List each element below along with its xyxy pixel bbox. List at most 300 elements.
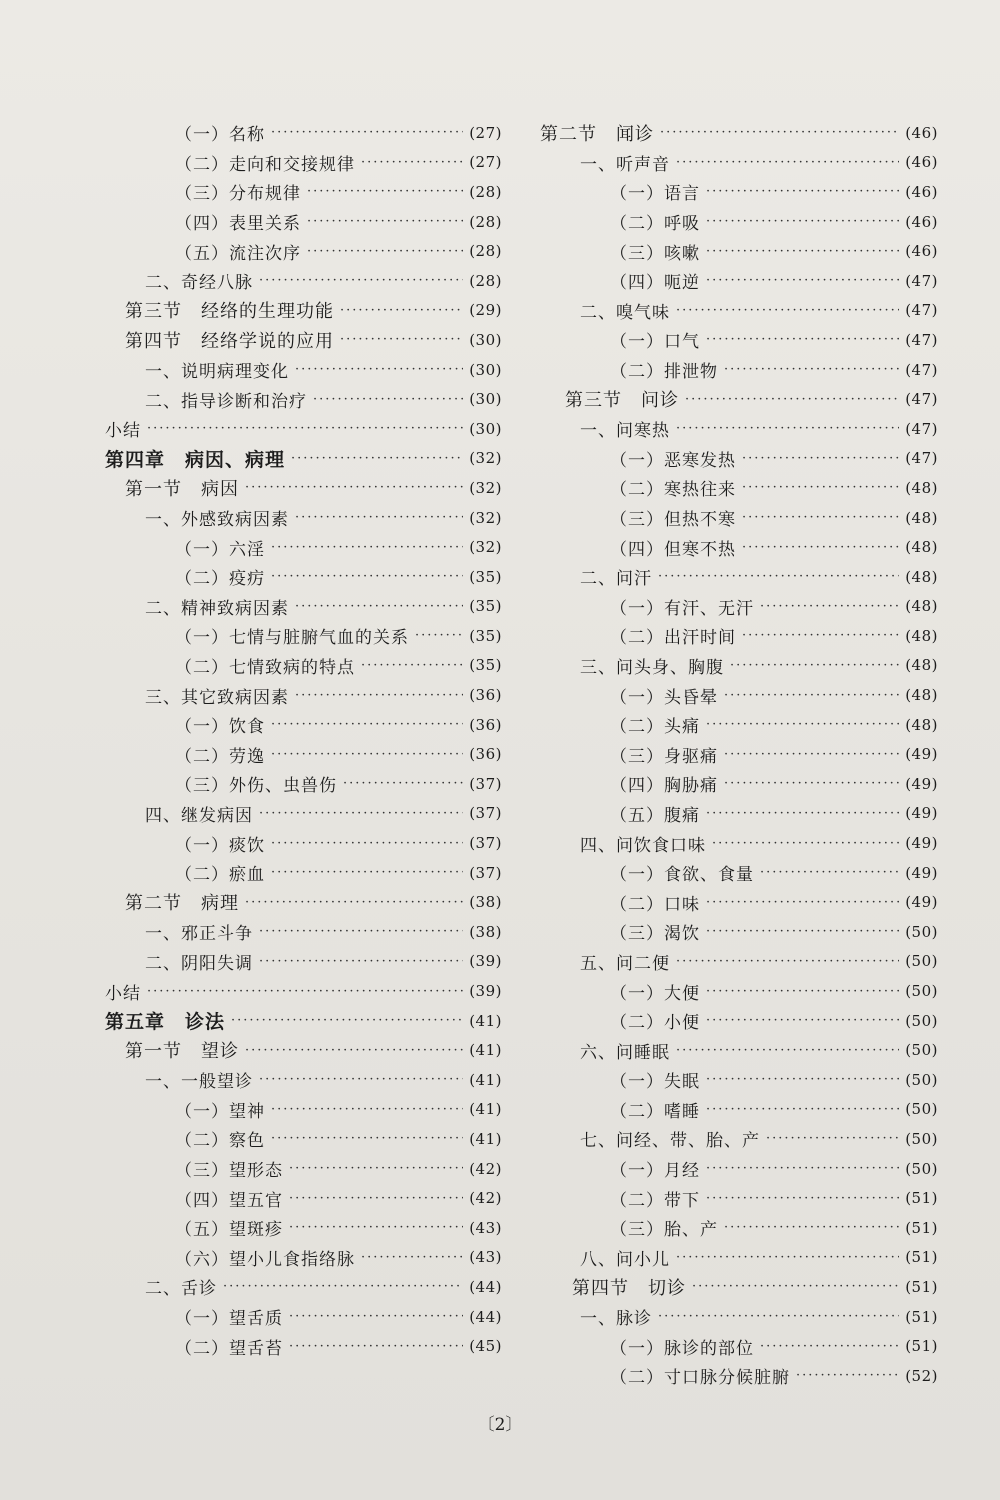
toc-dot-leader <box>291 451 463 466</box>
toc-dot-leader <box>742 540 899 555</box>
toc-dot-leader <box>271 540 463 555</box>
toc-entry <box>540 1124 938 1154</box>
toc-entry-page: (48) <box>905 597 938 616</box>
toc-entry-page: (37) <box>469 834 502 853</box>
toc-entry-page: (51) <box>905 1248 938 1267</box>
toc-entry <box>540 769 938 799</box>
toc-entry <box>100 1124 502 1154</box>
toc-entry-page: (27) <box>469 123 502 142</box>
toc-entry-title: 四、继发病因 <box>145 805 253 826</box>
toc-entry <box>100 1065 502 1095</box>
toc-right-column <box>540 118 938 1391</box>
toc-entry <box>540 799 938 829</box>
toc-dot-leader <box>271 1102 463 1117</box>
toc-dot-leader <box>245 480 463 495</box>
toc-dot-leader <box>340 303 463 318</box>
toc-entry-page: (28) <box>469 242 502 261</box>
toc-entry <box>100 236 502 266</box>
toc-entry-page: (47) <box>905 360 938 379</box>
toc-entry-page: (36) <box>469 686 502 705</box>
toc-entry-page: (32) <box>469 538 502 557</box>
toc-entry-title: （三）身驱痛 <box>610 746 718 767</box>
toc-entry-page: (46) <box>905 242 938 261</box>
toc-entry <box>100 503 502 533</box>
toc-dot-leader <box>685 392 899 407</box>
toc-entry <box>540 1213 938 1243</box>
toc-entry <box>100 562 502 592</box>
toc-entry-page: (47) <box>905 419 938 438</box>
toc-entry <box>100 1154 502 1184</box>
toc-entry-page: (39) <box>469 952 502 971</box>
toc-entry-page: (51) <box>905 1277 938 1296</box>
toc-entry-page: (49) <box>905 774 938 793</box>
toc-entry-title: （一）名称 <box>175 125 265 146</box>
toc-dot-leader <box>340 332 463 347</box>
toc-dot-leader <box>676 421 899 436</box>
toc-entry-title: 二、精神致病因素 <box>145 598 289 619</box>
toc-dot-leader <box>307 244 463 259</box>
toc-dot-leader <box>295 510 463 525</box>
toc-entry-title: （一）语言 <box>610 184 700 205</box>
toc-entry-title: （三）分布规律 <box>175 184 301 205</box>
toc-entry-title: （五）流注次序 <box>175 243 301 264</box>
toc-entry <box>100 858 502 888</box>
toc-dot-leader <box>706 184 899 199</box>
toc-entry <box>540 444 938 474</box>
toc-entry <box>100 207 502 237</box>
toc-entry-page: (48) <box>905 686 938 705</box>
toc-dot-leader <box>245 895 463 910</box>
toc-entry-page: (27) <box>469 153 502 172</box>
toc-entry-title: 第五章 诊法 <box>105 1011 226 1034</box>
toc-entry-title: （三）胎、产 <box>610 1220 718 1241</box>
toc-entry-page: (47) <box>905 330 938 349</box>
toc-entry <box>100 976 502 1006</box>
toc-dot-leader <box>415 628 463 643</box>
toc-entry-page: (32) <box>469 478 502 497</box>
toc-entry <box>540 917 938 947</box>
toc-entry-title: （一）口气 <box>610 332 700 353</box>
toc-dot-leader <box>712 836 899 851</box>
toc-entry-page: (43) <box>469 1218 502 1237</box>
toc-entry-page: (41) <box>469 1100 502 1119</box>
toc-entry-title: （四）表里关系 <box>175 214 301 235</box>
toc-entry <box>540 1331 938 1361</box>
toc-dot-leader <box>760 599 899 614</box>
toc-entry-page: (47) <box>905 271 938 290</box>
toc-entry <box>540 1095 938 1125</box>
toc-dot-leader <box>742 510 899 525</box>
toc-entry-title: （二）头痛 <box>610 717 700 738</box>
toc-entry <box>100 384 502 414</box>
toc-entry-title: （二）呼吸 <box>610 214 700 235</box>
toc-entry <box>100 651 502 681</box>
toc-dot-leader <box>271 569 463 584</box>
toc-entry-title: （一）食欲、食量 <box>610 865 754 886</box>
toc-dot-leader <box>289 1161 463 1176</box>
toc-dot-leader <box>676 954 899 969</box>
toc-entry-title: 八、问小儿 <box>580 1249 670 1270</box>
toc-entry-page: (28) <box>469 212 502 231</box>
toc-dot-leader <box>289 1191 463 1206</box>
toc-dot-leader <box>271 836 463 851</box>
toc-entry-title: （二）寸口脉分候脏腑 <box>610 1368 790 1389</box>
toc-entry-title: 第三节 经络的生理功能 <box>125 301 334 323</box>
toc-entry <box>100 1006 502 1036</box>
toc-dot-leader <box>271 865 463 880</box>
toc-dot-leader <box>361 155 463 170</box>
toc-dot-leader <box>692 1279 899 1294</box>
toc-entry-title: 第二节 病理 <box>125 893 239 915</box>
toc-entry-page: (41) <box>469 1129 502 1148</box>
toc-dot-leader <box>742 451 899 466</box>
toc-entry <box>100 799 502 829</box>
toc-dot-leader <box>706 273 899 288</box>
toc-dot-leader <box>343 776 463 791</box>
toc-dot-leader <box>706 806 899 821</box>
toc-entry-title: （一）月经 <box>610 1161 700 1182</box>
toc-entry <box>100 266 502 296</box>
toc-dot-leader <box>706 984 899 999</box>
toc-entry-page: (42) <box>469 1189 502 1208</box>
toc-dot-leader <box>295 599 463 614</box>
toc-entry-title: 五、问二便 <box>580 953 670 974</box>
toc-dot-leader <box>295 688 463 703</box>
toc-entry-page: (48) <box>905 656 938 675</box>
toc-entry-page: (41) <box>469 1041 502 1060</box>
toc-entry <box>540 473 938 503</box>
toc-entry <box>540 739 938 769</box>
toc-entry <box>100 1331 502 1361</box>
toc-entry-page: (32) <box>469 449 502 468</box>
toc-entry-title: （一）六淫 <box>175 539 265 560</box>
toc-entry-title: （二）寒热往来 <box>610 480 736 501</box>
toc-entry <box>100 1302 502 1332</box>
toc-entry-title: 一、外感致病因素 <box>145 510 289 531</box>
toc-entry-page: (47) <box>905 390 938 409</box>
toc-entry-page: (52) <box>905 1366 938 1385</box>
toc-entry-title: （二）带下 <box>610 1190 700 1211</box>
toc-entry-title: 二、奇经八脉 <box>145 273 253 294</box>
toc-entry <box>540 177 938 207</box>
toc-dot-leader <box>307 184 463 199</box>
toc-entry-page: (48) <box>905 538 938 557</box>
toc-entry-title: 一、说明病理变化 <box>145 362 289 383</box>
toc-dot-leader <box>295 362 463 377</box>
toc-entry-title: （二）走向和交接规律 <box>175 154 355 175</box>
toc-entry <box>540 680 938 710</box>
toc-entry-page: (51) <box>905 1307 938 1326</box>
toc-entry <box>100 444 502 474</box>
toc-entry <box>100 414 502 444</box>
toc-entry-page: (35) <box>469 567 502 586</box>
toc-entry-page: (48) <box>905 478 938 497</box>
toc-entry <box>100 1183 502 1213</box>
toc-dot-leader <box>259 806 463 821</box>
toc-entry <box>100 710 502 740</box>
toc-entry-title: 第一节 病因 <box>125 478 239 500</box>
toc-entry-title: （二）七情致病的特点 <box>175 657 355 678</box>
toc-entry <box>540 1065 938 1095</box>
toc-entry-page: (49) <box>905 834 938 853</box>
toc-entry-title: 六、问睡眠 <box>580 1042 670 1063</box>
toc-dot-leader <box>259 954 463 969</box>
toc-entry-title: （二）劳逸 <box>175 746 265 767</box>
toc-dot-leader <box>742 480 899 495</box>
toc-entry <box>540 236 938 266</box>
toc-entry-title: 二、指导诊断和治疗 <box>145 391 307 412</box>
toc-dot-leader <box>796 1368 899 1383</box>
toc-dot-leader <box>289 1309 463 1324</box>
toc-entry-title: （三）但热不寒 <box>610 510 736 531</box>
toc-entry-page: (50) <box>905 982 938 1001</box>
toc-dot-leader <box>658 1309 899 1324</box>
toc-dot-leader <box>147 421 463 436</box>
toc-dot-leader <box>289 1339 463 1354</box>
toc-entry <box>540 828 938 858</box>
toc-entry-page: (41) <box>469 1011 502 1030</box>
toc-entry-page: (45) <box>469 1337 502 1356</box>
toc-entry-page: (46) <box>905 212 938 231</box>
toc-entry <box>540 710 938 740</box>
toc-entry <box>100 1272 502 1302</box>
toc-entry-title: 一、一般望诊 <box>145 1072 253 1093</box>
toc-dot-leader <box>271 1131 463 1146</box>
toc-entry-title: 一、问寒热 <box>580 421 670 442</box>
toc-entry-title: （六）望小儿食指络脉 <box>175 1249 355 1270</box>
toc-entry <box>100 592 502 622</box>
toc-entry-page: (50) <box>905 1041 938 1060</box>
toc-entry-page: (51) <box>905 1189 938 1208</box>
toc-dot-leader <box>706 1102 899 1117</box>
toc-entry <box>100 828 502 858</box>
toc-entry-title: （二）察色 <box>175 1131 265 1152</box>
toc-entry-title: （四）但寒不热 <box>610 539 736 560</box>
toc-entry-title: （二）排泄物 <box>610 362 718 383</box>
toc-dot-leader <box>307 214 463 229</box>
toc-entry-title: （一）脉诊的部位 <box>610 1338 754 1359</box>
toc-entry-title: （三）渴饮 <box>610 924 700 945</box>
toc-entry <box>540 414 938 444</box>
toc-entry-page: (37) <box>469 774 502 793</box>
toc-dot-leader <box>271 125 463 140</box>
toc-entry-title: （一）恶寒发热 <box>610 450 736 471</box>
toc-dot-leader <box>724 1220 899 1235</box>
toc-entry-title: 一、脉诊 <box>580 1309 652 1330</box>
toc-entry-page: (30) <box>469 330 502 349</box>
toc-dot-leader <box>658 569 899 584</box>
toc-entry-page: (50) <box>905 952 938 971</box>
toc-entry-page: (48) <box>905 715 938 734</box>
toc-dot-leader <box>676 303 899 318</box>
toc-entry-title: （五）望斑疹 <box>175 1220 283 1241</box>
toc-entry-title: （一）有汗、无汗 <box>610 598 754 619</box>
toc-entry-page: (46) <box>905 153 938 172</box>
toc-dot-leader <box>706 1161 899 1176</box>
toc-entry-title: （二）望舌苔 <box>175 1338 283 1359</box>
toc-dot-leader <box>361 658 463 673</box>
toc-dot-leader <box>660 125 899 140</box>
toc-entry <box>540 858 938 888</box>
toc-entry <box>100 118 502 148</box>
toc-entry-page: (37) <box>469 804 502 823</box>
toc-entry <box>540 976 938 1006</box>
toc-entry <box>100 917 502 947</box>
toc-entry <box>540 651 938 681</box>
toc-entry <box>100 296 502 326</box>
toc-dot-leader <box>706 1191 899 1206</box>
toc-dot-leader <box>724 747 899 762</box>
toc-entry <box>100 1243 502 1273</box>
toc-entry-page: (30) <box>469 390 502 409</box>
toc-entry-page: (49) <box>905 804 938 823</box>
toc-entry-page: (35) <box>469 597 502 616</box>
toc-dot-leader <box>706 924 899 939</box>
toc-dot-leader <box>223 1279 463 1294</box>
toc-entry-title: 一、听声音 <box>580 154 670 175</box>
toc-entry <box>540 384 938 414</box>
toc-entry <box>540 621 938 651</box>
toc-entry-page: (30) <box>469 419 502 438</box>
toc-dot-leader <box>231 1013 463 1028</box>
toc-entry-page: (50) <box>905 1159 938 1178</box>
toc-entry-page: (35) <box>469 626 502 645</box>
toc-dot-leader <box>259 273 463 288</box>
toc-entry-page: (46) <box>905 182 938 201</box>
toc-entry-page: (29) <box>469 301 502 320</box>
toc-entry-page: (46) <box>905 123 938 142</box>
toc-entry <box>540 296 938 326</box>
toc-entry-title: （一）头昏晕 <box>610 687 718 708</box>
toc-entry-page: (50) <box>905 922 938 941</box>
toc-entry-page: (49) <box>905 863 938 882</box>
toc-entry-title: 一、邪正斗争 <box>145 924 253 945</box>
toc-entry <box>540 1361 938 1391</box>
toc-entry-page: (50) <box>905 1129 938 1148</box>
toc-entry-title: （四）胸胁痛 <box>610 776 718 797</box>
toc-dot-leader <box>676 1250 899 1265</box>
toc-entry <box>540 1154 938 1184</box>
toc-dot-leader <box>706 332 899 347</box>
toc-entry-page: (42) <box>469 1159 502 1178</box>
page-number: 〔2〕 <box>477 1415 523 1435</box>
toc-entry-title: 二、问汗 <box>580 569 652 590</box>
toc-entry <box>540 1272 938 1302</box>
toc-dot-leader <box>259 924 463 939</box>
toc-entry-page: (38) <box>469 922 502 941</box>
toc-entry-page: (48) <box>905 508 938 527</box>
toc-entry-page: (51) <box>905 1337 938 1356</box>
toc-entry <box>100 1095 502 1125</box>
toc-entry-title: 第三节 问诊 <box>565 390 679 412</box>
toc-entry <box>100 325 502 355</box>
toc-entry-title: （一）痰饮 <box>175 835 265 856</box>
toc-dot-leader <box>313 392 463 407</box>
toc-entry-page: (28) <box>469 182 502 201</box>
toc-entry-title: （一）饮食 <box>175 717 265 738</box>
toc-entry <box>100 1213 502 1243</box>
toc-entry <box>100 739 502 769</box>
toc-entry <box>100 473 502 503</box>
toc-entry <box>100 532 502 562</box>
toc-entry-page: (44) <box>469 1277 502 1296</box>
toc-entry-page: (50) <box>905 1070 938 1089</box>
toc-entry-title: （二）疫疠 <box>175 569 265 590</box>
toc-entry-title: （二）瘀血 <box>175 865 265 886</box>
toc-entry-title: 七、问经、带、胎、产 <box>580 1131 760 1152</box>
toc-dot-leader <box>706 717 899 732</box>
toc-entry <box>100 177 502 207</box>
toc-entry-page: (49) <box>905 893 938 912</box>
toc-entry-page: (38) <box>469 893 502 912</box>
toc-entry-title: 第四章 病因、病理 <box>105 448 286 471</box>
toc-entry <box>540 592 938 622</box>
toc-entry <box>540 148 938 178</box>
toc-entry <box>540 207 938 237</box>
toc-entry-title: 小结 <box>105 983 141 1004</box>
toc-entry <box>540 1302 938 1332</box>
toc-entry-title: （一）望舌质 <box>175 1309 283 1330</box>
toc-entry-page: (37) <box>469 863 502 882</box>
toc-entry <box>540 503 938 533</box>
toc-entry <box>100 947 502 977</box>
toc-dot-leader <box>271 747 463 762</box>
toc-entry-title: （二）小便 <box>610 1013 700 1034</box>
toc-entry <box>540 1006 938 1036</box>
toc-entry <box>540 1183 938 1213</box>
toc-dot-leader <box>706 1013 899 1028</box>
toc-entry-page: (47) <box>905 301 938 320</box>
toc-entry <box>100 148 502 178</box>
toc-entry <box>100 1035 502 1065</box>
toc-entry-title: （一）大便 <box>610 983 700 1004</box>
toc-entry-page: (32) <box>469 508 502 527</box>
toc-entry <box>100 680 502 710</box>
toc-dot-leader <box>706 214 899 229</box>
toc-entry-page: (30) <box>469 360 502 379</box>
toc-left-column <box>100 118 502 1361</box>
toc-entry-title: 二、舌诊 <box>145 1279 217 1300</box>
toc-entry <box>540 532 938 562</box>
toc-dot-leader <box>706 244 899 259</box>
toc-entry-title: （二）口味 <box>610 894 700 915</box>
toc-entry-page: (48) <box>905 567 938 586</box>
toc-entry-title: 第四节 经络学说的应用 <box>125 330 334 352</box>
toc-dot-leader <box>724 688 899 703</box>
toc-entry-page: (36) <box>469 715 502 734</box>
toc-entry-page: (43) <box>469 1248 502 1267</box>
toc-entry-page: (50) <box>905 1100 938 1119</box>
toc-dot-leader <box>361 1250 463 1265</box>
toc-entry <box>100 887 502 917</box>
toc-entry-page: (51) <box>905 1218 938 1237</box>
toc-dot-leader <box>742 628 899 643</box>
toc-entry <box>540 1035 938 1065</box>
toc-entry <box>540 947 938 977</box>
toc-entry <box>540 325 938 355</box>
toc-dot-leader <box>724 362 899 377</box>
toc-entry <box>540 1243 938 1273</box>
toc-entry-title: 第二节 闻诊 <box>540 123 654 145</box>
toc-dot-leader <box>724 776 899 791</box>
toc-entry <box>540 266 938 296</box>
toc-entry-title: 三、问头身、胸腹 <box>580 657 724 678</box>
toc-entry-title: （三）望形态 <box>175 1161 283 1182</box>
toc-entry <box>540 118 938 148</box>
toc-entry-page: (50) <box>905 1011 938 1030</box>
toc-entry-title: （三）外伤、虫兽伤 <box>175 776 337 797</box>
toc-entry <box>540 562 938 592</box>
